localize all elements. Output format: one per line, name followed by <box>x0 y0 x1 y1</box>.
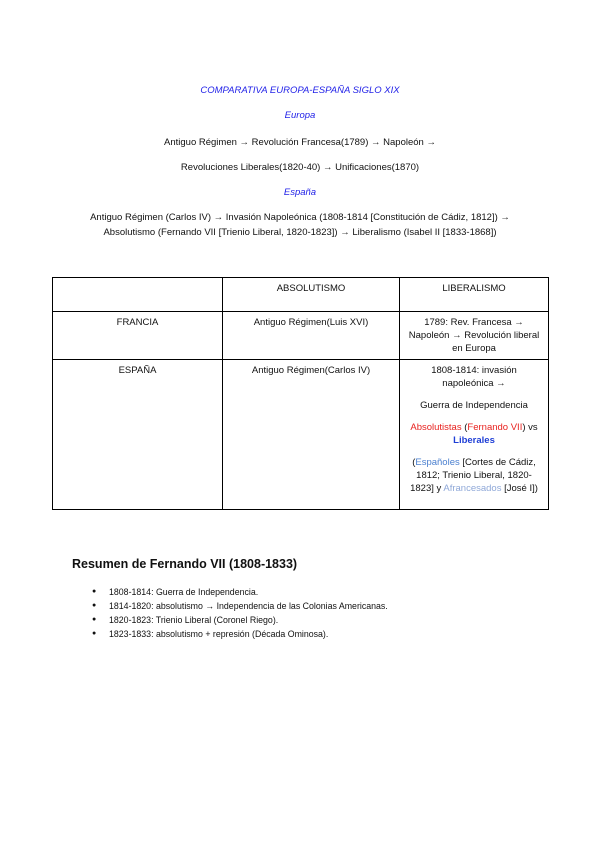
open-paren: ( <box>412 457 416 468</box>
europa-heading: Europa <box>284 110 316 121</box>
table-header-cell: ABSOLUTISMO <box>223 278 400 312</box>
list-item: ● 1823-1833: absolutismo + represión (Década Ominosa). <box>92 627 388 641</box>
table-row-francia <box>53 312 549 360</box>
table-header-cell <box>53 278 223 312</box>
lib-line-guerra: Guerra de Independencia <box>420 400 528 411</box>
lib-line-invasion: 1808-1814: invasión napoleónica → <box>431 365 517 389</box>
espana-liberalismo-cell <box>400 360 549 510</box>
table-header-cell: LIBERALISMO <box>400 278 549 312</box>
afrancesados-label: Afrancesados <box>443 483 502 494</box>
jose-text: [José I]) <box>501 483 538 494</box>
espana-timeline-line2: Absolutismo (Fernando VII [Trienio Liberal, 1820-1823]) → Liberalismo (Isabel II [1833-1868]) <box>103 227 497 238</box>
espana-absolutismo-cell: Antiguo Régimen(Carlos IV) <box>223 360 400 510</box>
row-label-espana: ESPAÑA <box>53 360 223 510</box>
francia-liberalismo-cell: 1789: Rev. Francesa → Napoleón → Revolución liberal en Europa <box>400 312 549 360</box>
paren-open: ( <box>461 422 468 433</box>
table-header-row <box>53 278 549 312</box>
list-item: ● 1814-1820: absolutismo → Independencia de las Colonias Americanas. <box>92 599 388 613</box>
europa-timeline-line2: Revoluciones Liberales(1820-40) → Unificaciones(1870) <box>180 162 420 173</box>
espana-heading: España <box>283 187 317 198</box>
europa-timeline-line1: Antiguo Régimen → Revolución Francesa(1789) → Napoleón → <box>164 137 436 148</box>
document-title: COMPARATIVA EUROPA-ESPAÑA SIGLO XIX <box>200 85 400 96</box>
comparison-table <box>52 277 549 510</box>
table-row-espana <box>53 360 549 510</box>
vs-label: ) vs <box>522 422 538 433</box>
lib-line-facciones <box>406 456 542 495</box>
summary-list <box>92 585 388 641</box>
fernando-label: Fernando VII <box>467 422 523 433</box>
espanoles-label: Españoles <box>415 457 460 468</box>
francia-absolutismo-cell: Antiguo Régimen(Luis XVI) <box>223 312 400 360</box>
absolutistas-label: Absolutistas <box>410 422 462 433</box>
row-label-francia: FRANCIA <box>53 312 223 360</box>
espana-timeline-line1: Antiguo Régimen (Carlos IV) → Invasión Napoleónica (1808-1814 [Constitución de Cádiz, 1812]) → <box>90 212 510 223</box>
summary-title: Resumen de Fernando VII (1808-1833) <box>72 557 298 571</box>
list-item: ● 1820-1823: Trienio Liberal (Coronel Riego). <box>92 613 388 627</box>
cortes-text: [Cortes de Cádiz, 1812; Trienio Liberal, 1820-1823] y <box>410 457 536 494</box>
list-item: ● 1808-1814: Guerra de Independencia. <box>92 585 388 599</box>
lib-line-bandos <box>406 421 542 447</box>
liberales-label: Liberales <box>453 435 495 446</box>
